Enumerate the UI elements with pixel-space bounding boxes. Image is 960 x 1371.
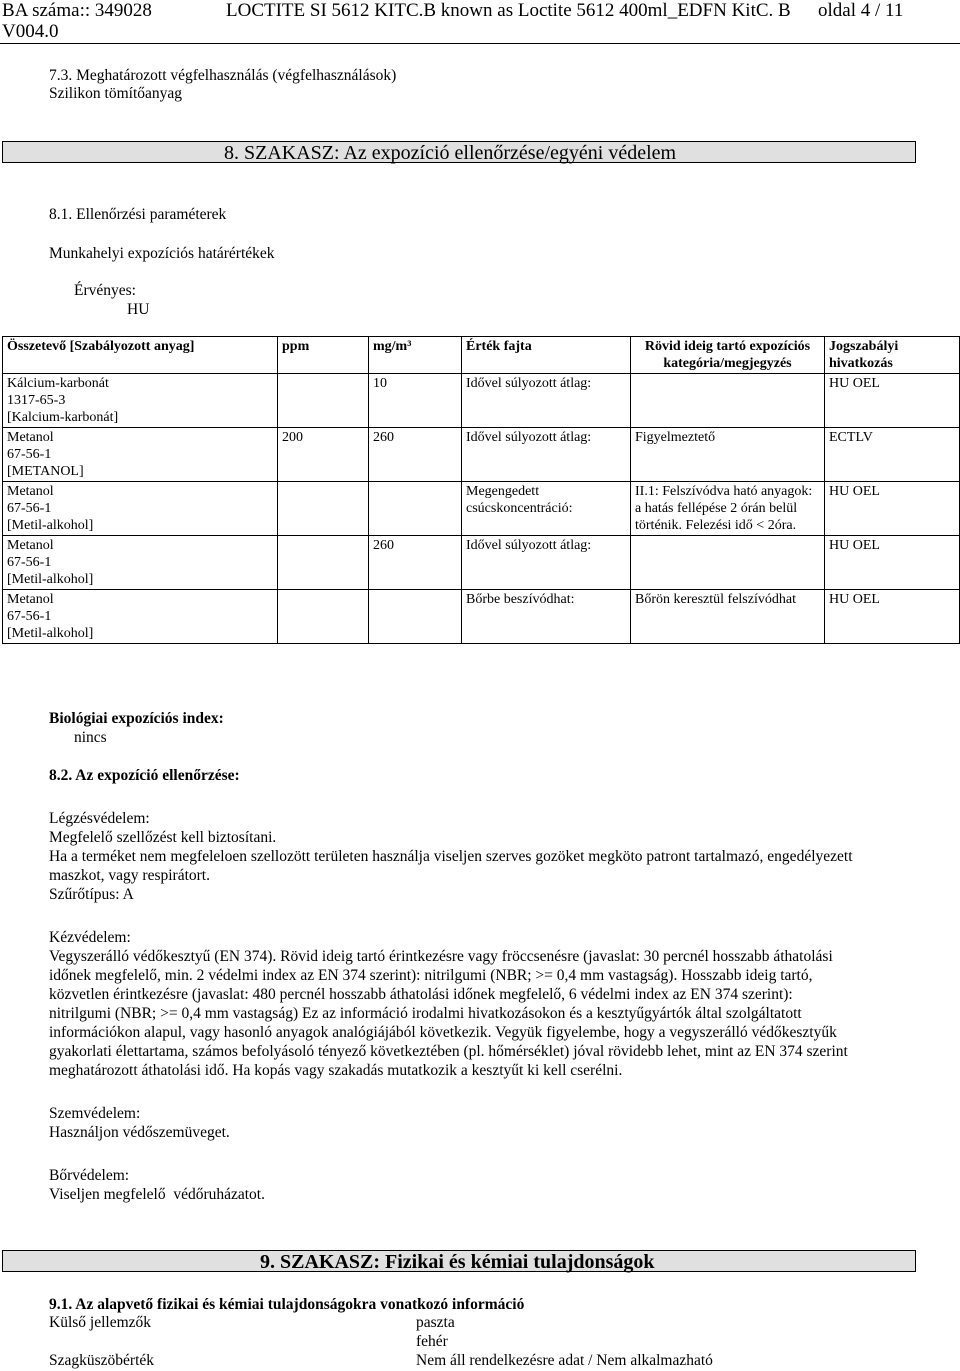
mgm3-cell: 10 — [369, 374, 462, 428]
section-8-title: 8. SZAKASZ: Az expozíció ellenőrzése/egyéni védelem — [224, 142, 677, 164]
table-header-row — [3, 337, 960, 374]
type-cell: Idővel súlyozott átlag: — [462, 536, 631, 590]
col-header-mgm3: mg/m³ — [369, 337, 462, 374]
ppm-cell — [278, 536, 369, 590]
document-id: BA száma:: 349028 — [2, 0, 152, 21]
cas-number: 1317-65-3 — [7, 393, 66, 408]
mgm3-cell — [369, 590, 462, 644]
component-name: Metanol — [7, 592, 54, 607]
type-cell: Megengedett csúcskoncentráció: — [462, 482, 631, 536]
filter-type: Szűrőtípus: A — [49, 886, 134, 903]
regulated-substance: [Metil-alkohol] — [7, 518, 94, 533]
product-name: LOCTITE SI 5612 KITC.B known as Loctite 5612 400ml_EDFN KitC. B — [226, 0, 791, 21]
hand-protection-line: Vegyszerálló védőkesztyű (EN 374). Rövid ideig tartó érintkezésre vagy fröccsenésre (javaslat: 30 percnél hosszabb áthatolási — [49, 948, 833, 965]
eye-protection-text: Használjon védőszemüveget. — [49, 1124, 230, 1141]
mgm3-cell: 260 — [369, 536, 462, 590]
note-cell: Bőrön keresztül felszívódhat — [631, 590, 825, 644]
cas-number: 67-56-1 — [7, 501, 52, 516]
note-cell: Figyelmeztető — [631, 428, 825, 482]
s8-1-heading: 8.1. Ellenőrzési paraméterek — [49, 206, 227, 223]
hand-protection-line: gyakorlati élettartama, számos befolyásoló tényező következtében (pl. hőmérséklet) jóval rövidebb lehet, mint az EN 374 szerint — [49, 1043, 848, 1060]
s8-2-heading: 8.2. Az expozíció ellenőrzése: — [49, 767, 240, 784]
hand-protection-line: időnek megfelelő, min. 2 védelmi index az EN 374 szerint): nitrilgumi (NBR; >= 0,4 mm vastagság). Hosszabb ideig tartó, — [49, 967, 813, 984]
section-9-title: 9. SZAKASZ: Fizikai és kémiai tulajdonságok — [260, 1251, 655, 1273]
component-name: Metanol — [7, 430, 54, 445]
ppm-cell — [278, 590, 369, 644]
reference-cell: HU OEL — [825, 590, 960, 644]
bio-index-heading: Biológiai expozíciós index: — [49, 710, 224, 727]
eye-protection-label: Szemvédelem: — [49, 1105, 141, 1122]
ppm-cell — [278, 482, 369, 536]
table-row — [3, 590, 960, 644]
type-cell: Idővel súlyozott átlag: — [462, 428, 631, 482]
header-rule — [0, 43, 960, 44]
col-header-ppm: ppm — [278, 337, 369, 374]
s7-heading: 7.3. Meghatározott végfelhasználás (végfelhasználások) — [49, 67, 397, 84]
respiratory-text-3: maszkot, vagy respirátort. — [49, 867, 210, 884]
section-8-bar — [2, 141, 916, 163]
page-number: oldal 4 / 11 — [818, 0, 904, 21]
hand-protection-label: Kézvédelem: — [49, 929, 131, 946]
type-cell: Idővel súlyozott átlag: — [462, 374, 631, 428]
property-value: fehér — [416, 1333, 448, 1350]
ppm-cell: 200 — [278, 428, 369, 482]
respiratory-text-2: Ha a terméket nem megfeleloen szellozött területen használja viseljen szerves gozöket megköto patront tartalmazó, engedélyezett — [49, 848, 853, 865]
cas-number: 67-56-1 — [7, 609, 52, 624]
component-cell — [3, 536, 278, 590]
col-header-reference: Jogszabályi hivatkozás — [825, 337, 960, 374]
hand-protection-line: közvetlen érintkezésre (javaslat: 480 percnél hosszabb áthatolási időnek megfelelő, 6 védelmi index az EN 374 szerint): — [49, 986, 793, 1003]
reference-cell: HU OEL — [825, 374, 960, 428]
component-cell — [3, 482, 278, 536]
skin-protection-label: Bőrvédelem: — [49, 1167, 130, 1184]
hand-protection-line: információkon alapul, vagy hasonló anyagok analógiájából következik. Vegyük figyelembe, hogy a vegyszerálló védőkesztyűk — [49, 1024, 837, 1041]
reference-cell: HU OEL — [825, 536, 960, 590]
component-cell — [3, 374, 278, 428]
note-cell — [631, 536, 825, 590]
component-name: Metanol — [7, 538, 54, 553]
s9-1-heading: 9.1. Az alapvető fizikai és kémiai tulajdonságokra vonatkozó információ — [49, 1296, 525, 1313]
exposure-limits-heading: Munkahelyi expozíciós határértékek — [49, 245, 275, 262]
reference-cell: HU OEL — [825, 482, 960, 536]
regulated-substance: [Kalcium-karbonát] — [7, 410, 119, 425]
regulated-substance: [Metil-alkohol] — [7, 572, 94, 587]
regulated-substance: [METANOL] — [7, 464, 84, 479]
col-header-note: Rövid ideig tartó expozíciós kategória/megjegyzés — [631, 337, 825, 374]
reference-cell: ECTLV — [825, 428, 960, 482]
exposure-limits-table — [2, 336, 960, 644]
skin-protection-text: Viseljen megfelelő védőruházatot. — [49, 1186, 265, 1203]
valid-value: HU — [127, 301, 150, 318]
property-value: paszta — [416, 1314, 455, 1331]
component-cell — [3, 428, 278, 482]
table-row — [3, 536, 960, 590]
component-name: Metanol — [7, 484, 54, 499]
col-header-component: Összetevő [Szabályozott anyag] — [3, 337, 278, 374]
mgm3-cell: 260 — [369, 428, 462, 482]
hand-protection-line: meghatározott áthatolási idő. Ha kopás vagy szakadás mutatkozik a kesztyűt ki kell cserélni. — [49, 1062, 623, 1079]
property-value: Nem áll rendelkezésre adat / Nem alkalmazható — [416, 1352, 713, 1369]
note-cell — [631, 374, 825, 428]
table-row — [3, 374, 960, 428]
document-version: V004.0 — [2, 21, 59, 42]
cas-number: 67-56-1 — [7, 447, 52, 462]
regulated-substance: [Metil-alkohol] — [7, 626, 94, 641]
valid-label: Érvényes: — [74, 282, 136, 299]
respiratory-label: Légzésvédelem: — [49, 810, 150, 827]
bio-index-value: nincs — [74, 729, 107, 746]
section-9-bar — [2, 1250, 916, 1272]
mgm3-cell — [369, 482, 462, 536]
table-row — [3, 428, 960, 482]
property-label: Külső jellemzők — [49, 1314, 152, 1331]
col-header-type: Érték fajta — [462, 337, 631, 374]
note-cell: II.1: Felszívódva ható anyagok: a hatás fellépése 2 órán belül történik. Felezési idő < 2óra. — [631, 482, 825, 536]
type-cell: Bőrbe beszívódhat: — [462, 590, 631, 644]
s7-text: Szilikon tömítőanyag — [49, 85, 183, 102]
hand-protection-line: nitrilgumi (NBR; >= 0,4 mm vastagság) Ez az információ irodalmi hivatkozásokon és a kesztyűgyártók által szolgáltatott — [49, 1005, 802, 1022]
ppm-cell — [278, 374, 369, 428]
table-row — [3, 482, 960, 536]
respiratory-text-1: Megfelelő szellőzést kell biztosítani. — [49, 829, 277, 846]
property-label: Szagküszöbérték — [49, 1352, 155, 1369]
component-cell — [3, 590, 278, 644]
component-name: Kálcium-karbonát — [7, 376, 109, 391]
cas-number: 67-56-1 — [7, 555, 52, 570]
